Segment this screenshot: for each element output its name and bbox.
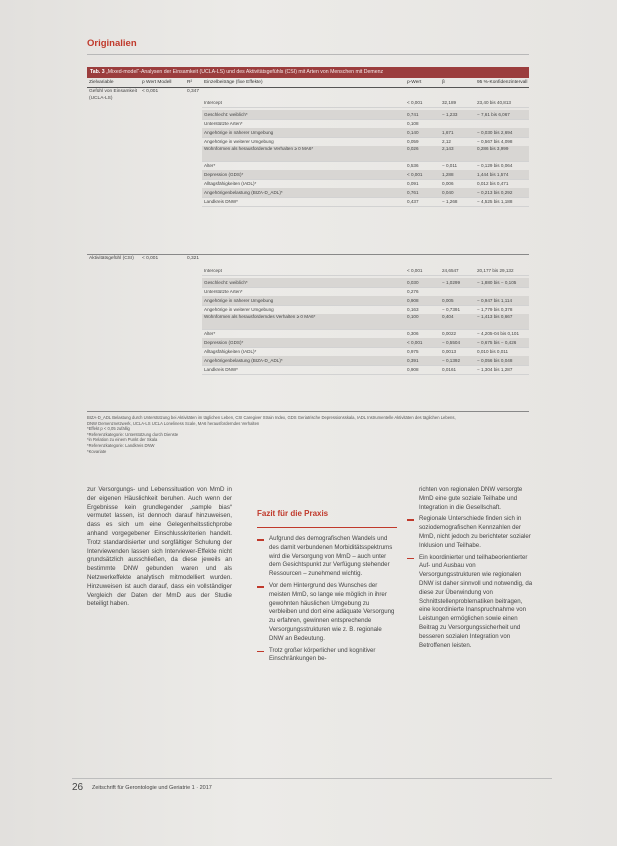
table-header-beta: β bbox=[442, 80, 445, 85]
row-p-value: < 0,001 bbox=[407, 268, 423, 273]
row-p-value: 0,975 bbox=[407, 349, 419, 354]
table-header-row bbox=[87, 78, 529, 88]
table-bottom-rule bbox=[87, 411, 529, 412]
row-ci: 1,444 bis 1,574 bbox=[477, 172, 509, 177]
row-label: Intercept bbox=[204, 100, 222, 105]
practice-bullet: Ein koordinierter und teilhabeorientierter Auf- und Ausbau von Versorgungsstrukturen wie regionalen DNW ist daher sinnvoll und notwendig, da diese zur Überwindung von Schnittstellenproblematiken beitragen, eine koordinierte Inanspruchnahme von Leistungen ermöglichen sowie einen Beitrag zu Versorgungssicherheit und besseren sozialen Integration von Betroffenen leisten. bbox=[407, 554, 535, 651]
table-header-ci: 95 %-Konfidenzintervall bbox=[477, 80, 528, 85]
row-label: Landkreis DNW* bbox=[204, 199, 238, 204]
footnote: DNW Demenznetzwerk, UCLA-LS UCLA Loneliness Scale, MA6 herausforderndes Verhalten bbox=[87, 420, 260, 426]
row-p-value: 0,437 bbox=[407, 199, 419, 204]
table-row bbox=[202, 197, 529, 207]
row-label: Depression (GDS)* bbox=[204, 340, 244, 345]
table-row bbox=[202, 98, 529, 108]
practice-box-title: Fazit für die Praxis bbox=[257, 509, 329, 518]
table-caption-text: „Mixed-model“-Analysen der Einsamkeit (UCLA-LS) und des Aktivitätsgefühls (CSI) mit Arten von Menschen mit Demenz bbox=[106, 69, 384, 75]
table-header-r2: R² bbox=[187, 80, 193, 85]
header-rule bbox=[87, 54, 529, 55]
row-label: Angehörige in weiterer Umgebung bbox=[204, 139, 274, 144]
row-p-value: 0,108 bbox=[407, 121, 419, 126]
row-label: Wohnformen als herausforderndes Verhalten ≥ 0 MA6* bbox=[204, 314, 316, 319]
row-p-value: 0,059 bbox=[407, 139, 419, 144]
row-ci: 23,40 bis 40,813 bbox=[477, 100, 511, 105]
row-beta: − 0,7391 bbox=[442, 307, 461, 312]
row-ci: 20,177 bis 29,132 bbox=[477, 268, 514, 273]
table-header-effects: Einzelbeiträge (fixe Effekte) bbox=[204, 80, 263, 85]
footnote: *in Relation zu einem Punkt der Skala bbox=[87, 437, 158, 443]
row-label: Intercept bbox=[204, 268, 222, 273]
row-p-value: 0,163 bbox=[407, 307, 419, 312]
block2-target: Aktivitätsgefühl (CSI) bbox=[89, 256, 134, 261]
row-beta: 0,0022 bbox=[442, 331, 457, 336]
table-footnotes bbox=[87, 415, 529, 454]
block1-r2: 0,347 bbox=[187, 89, 200, 94]
block1-pmodel: < 0,001 bbox=[142, 89, 159, 94]
row-p-value: 0,140 bbox=[407, 130, 419, 135]
table-row bbox=[202, 365, 529, 375]
footnote: *Effekt p < 0,05 zufällig bbox=[87, 426, 130, 432]
row-beta: 2,12 bbox=[442, 139, 451, 144]
body-paragraph: zur Versorgungs- und Lebenssituation von MmD in der eigenen Häuslichkeit beruhen. Auch wenn der Ergebnisse kein grundlegender „sample bias“ vermutet lassen, ist dennoch darauf hinzuweisen, dass es sich um eine Gelegenheitsstichprobe anhand vorgegebener Einschlusskriterien handelt. Trotz standardisierter und sorgfältiger Schulung der Interviewenden lassen sich Interviewer-Effekte nicht grundsätzlich ausschließen, da diese jeweils an bestimmte DNW gebunden waren und als Netzwerkeffekte analytisch mitmodelliert wurden. Hinzuweisen ist auch darauf, dass ein vollständiger Vergleich der Daten der MmD aus der Studie beteiligt haben. bbox=[87, 486, 232, 608]
block2-pmodel: < 0,001 bbox=[142, 256, 159, 261]
page-number: 26 bbox=[72, 782, 84, 793]
practice-box-middle bbox=[257, 535, 397, 667]
row-label: Wohnformen als herausfordernde Verhalten ≥ 0 MA6* bbox=[204, 146, 314, 151]
table-header-target: Zielvariable bbox=[89, 80, 114, 85]
block1-target: Gefühl von Einsamkeit (UCLA-LS) bbox=[89, 89, 137, 101]
row-label: Angehörige in näherer Umgebung bbox=[204, 298, 274, 303]
row-p-value: 0,908 bbox=[407, 367, 419, 372]
row-label: Depression (GDS)* bbox=[204, 172, 244, 177]
practice-bullet: Regionale Unterschiede finden sich in soziodemografischen Kennzahlen der MmD, nicht jedoch zu berichteter sozialer Inklusion und Teilhabe. bbox=[407, 515, 535, 550]
row-beta: − 0,011 bbox=[442, 163, 458, 168]
journal-name: Zeitschrift für Gerontologie und Geriatrie 1 · 2017 bbox=[92, 785, 212, 791]
practice-box-rule bbox=[257, 527, 397, 528]
block-separator bbox=[87, 254, 529, 255]
practice-bullet: Aufgrund des demografischen Wandels und des damit verbundenen Morbiditätsspektrums wird die Versorgung von MmD – auch unter dem Gesichtspunkt zur Verfügung stehender Ressourcen – zunehmend wichtig. bbox=[257, 535, 397, 579]
row-beta: 24,6547 bbox=[442, 268, 459, 273]
row-ci: 0,012 bis 0,471 bbox=[477, 181, 509, 186]
row-label: Geschlecht: weiblich* bbox=[204, 112, 248, 117]
row-p-value: 0,391 bbox=[407, 358, 419, 363]
row-ci: − 4,525 bis 1,188 bbox=[477, 199, 513, 204]
table-header-pmodel: p Wert Modell bbox=[142, 80, 172, 85]
row-ci: − 0,947 bis 1,114 bbox=[477, 298, 513, 303]
row-beta: − 1,268 bbox=[442, 199, 458, 204]
row-p-value: 0,030 bbox=[407, 280, 419, 285]
row-ci: − 7,61 bis 6,067 bbox=[477, 112, 510, 117]
row-label: Unterstützte Arten* bbox=[204, 289, 243, 294]
row-ci: − 1,880 bis − 0,105 bbox=[477, 280, 517, 285]
row-ci: − 0,567 bis 4,098 bbox=[477, 139, 513, 144]
row-beta: − 0,5504 bbox=[442, 340, 461, 345]
row-p-value: 0,100 bbox=[407, 314, 419, 319]
footnote: *Referenzkategorie: Landkreis DNW bbox=[87, 442, 155, 448]
section-heading: Originalien bbox=[87, 38, 137, 49]
row-ci: 0,286 bis 3,999 bbox=[477, 146, 509, 151]
body-text-left bbox=[87, 486, 232, 609]
practice-bullet: Trotz großer körperlicher und kognitiver Einschränkungen be- bbox=[257, 647, 397, 665]
table-row bbox=[202, 146, 529, 162]
row-ci: − 0,030 bis 2,694 bbox=[477, 130, 513, 135]
block2-r2: 0,321 bbox=[187, 256, 200, 261]
row-ci: − 0,056 bis 0,048 bbox=[477, 358, 513, 363]
row-p-value: 0,908 bbox=[407, 298, 419, 303]
row-beta: 0,005 bbox=[442, 298, 454, 303]
row-beta: 2,143 bbox=[442, 146, 454, 151]
row-p-value: 0,276 bbox=[407, 289, 419, 294]
row-ci: − 4,205-04 bis 0,101 bbox=[477, 331, 520, 336]
practice-continuation: richten von regionalen DNW versorgte MmD eine gute soziale Teilhabe und Integration in die Gesellschaft. bbox=[419, 486, 523, 511]
footnote: *Referenzkategorie: Unterstützung durch Dienste bbox=[87, 431, 179, 437]
row-p-value: 0,026 bbox=[407, 146, 419, 151]
row-label: Angehörige in näherer Umgebung bbox=[204, 130, 274, 135]
row-p-value: < 0,001 bbox=[407, 340, 423, 345]
practice-bullet: Vor dem Hintergrund des Wunsches der meisten MmD, so lange wie möglich in ihrer gewohnten häuslichen Umgebung zu verbleiben und dort eine adäquate Versorgung zu erfahren, gewinnen entsprechende Versorgungsstrukturen wie z. B. regionale DNW an Bedeutung. bbox=[257, 582, 397, 644]
footnote: *Kovariate bbox=[87, 448, 107, 454]
table-row bbox=[202, 314, 529, 330]
row-beta: 1,671 bbox=[442, 130, 454, 135]
row-beta: 0,040 bbox=[442, 190, 454, 195]
practice-box-right bbox=[407, 486, 535, 653]
row-p-value: < 0,001 bbox=[407, 172, 423, 177]
row-ci: − 0,213 bis 0,292 bbox=[477, 190, 513, 195]
row-ci: 0,010 bis 0,011 bbox=[477, 349, 509, 354]
row-beta: 1,288 bbox=[442, 172, 454, 177]
table-caption bbox=[87, 67, 529, 78]
row-p-value: < 0,001 bbox=[407, 100, 423, 105]
row-beta: − 1,0299 bbox=[442, 280, 461, 285]
row-ci: − 1,304 bis 1,287 bbox=[477, 367, 513, 372]
row-label: Alltagsfähigkeiten (IADL)* bbox=[204, 181, 257, 186]
footer-rule bbox=[72, 778, 552, 779]
row-label: Alltagsfähigkeiten (IADL)* bbox=[204, 349, 257, 354]
row-p-value: 0,761 bbox=[407, 190, 419, 195]
row-label: Unterstützte Arten* bbox=[204, 121, 243, 126]
row-beta: 0,0161 bbox=[442, 367, 457, 372]
row-beta: − 0,1392 bbox=[442, 358, 461, 363]
footnote: BIZA-D_ADL Belastung durch Unterstützung bei Aktivitäten im täglichen Leben, CSI Caregiver Strain Index, GDS Geriatrische Depressionsskala, IADL Instrumentelle Aktivitäten des täglichen Lebens, bbox=[87, 415, 456, 420]
table-header-p: p-Wert bbox=[407, 80, 422, 85]
row-label: Angehörigenbelastung (BIZA-D_ADL)* bbox=[204, 358, 283, 363]
row-label: Geschlecht: weiblich* bbox=[204, 280, 248, 285]
table-caption-label: Tab. 3 bbox=[90, 69, 105, 75]
table-row bbox=[202, 266, 529, 276]
row-p-value: 0,091 bbox=[407, 181, 419, 186]
row-beta: − 1,233 bbox=[442, 112, 458, 117]
row-ci: − 0,129 bis 0,064 bbox=[477, 163, 513, 168]
row-beta: 32,189 bbox=[442, 100, 457, 105]
row-label: Landkreis DNW* bbox=[204, 367, 238, 372]
row-ci: − 0,675 bis − 0,426 bbox=[477, 340, 517, 345]
row-label: Angehörigenbelastung (BIZA-D_ADL)* bbox=[204, 190, 283, 195]
row-beta: 0,006 bbox=[442, 181, 454, 186]
row-beta: 0,404 bbox=[442, 314, 454, 319]
row-p-value: 0,306 bbox=[407, 331, 419, 336]
row-label: Angehörige in weiterer Umgebung bbox=[204, 307, 274, 312]
row-label: Alter* bbox=[204, 163, 216, 168]
row-p-value: 0,741 bbox=[407, 112, 419, 117]
row-p-value: 0,536 bbox=[407, 163, 419, 168]
row-ci: − 1,779 bis 0,378 bbox=[477, 307, 513, 312]
row-label: Alter* bbox=[204, 331, 216, 336]
row-ci: − 1,413 bis 0,667 bbox=[477, 314, 513, 319]
row-beta: 0,0013 bbox=[442, 349, 457, 354]
